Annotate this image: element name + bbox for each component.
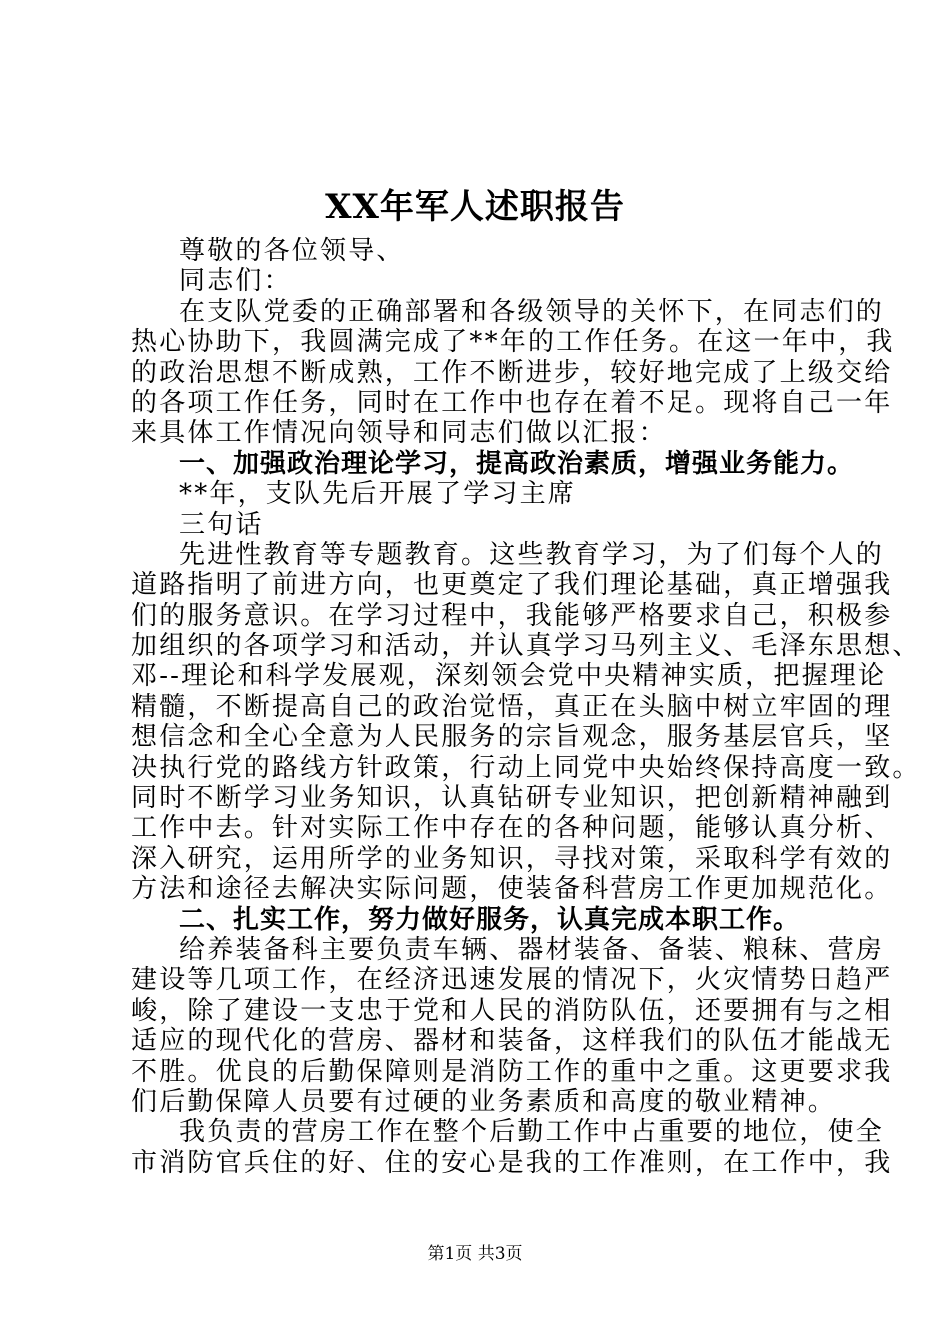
paragraph-line: 的各项工作任务，同时在工作中也存在着不足。现将自己一年 — [131, 387, 893, 418]
paragraph-line: 道路指明了前进方向，也更奠定了我们理论基础，真正增强我 — [131, 570, 893, 601]
paragraph-line: 市消防官兵住的好、住的安心是我的工作准则，在工作中，我 — [131, 1147, 893, 1178]
paragraph-line: 工作中去。针对实际工作中存在的各种问题，能够认真分析、 — [131, 813, 893, 844]
paragraph-line: 在支队党委的正确部署和各级领导的关怀下，在同志们的 — [179, 296, 885, 327]
paragraph-line: 加组织的各项学习和活动，并认真学习马列主义、毛泽东思想、 — [131, 631, 921, 662]
document-title: XX年军人述职报告 — [325, 187, 625, 227]
paragraph-line: 决执行党的路线方针政策，行动上同党中央始终保持高度一致。 — [131, 752, 921, 783]
section-heading: 二、扎实工作，努力做好服务，认真完成本职工作。 — [179, 904, 801, 935]
paragraph-line: 给养装备科主要负责车辆、器材装备、备装、粮秣、营房 — [179, 934, 885, 965]
paragraph-line: 适应的现代化的营房、器材和装备，这样我们的队伍才能战无 — [131, 1026, 893, 1057]
paragraph-line: 来具体工作情况向领导和同志们做以汇报： — [131, 418, 667, 449]
document-body — [131, 236, 921, 1178]
salutation-line: 同志们： — [179, 266, 292, 297]
paragraph-line: 先进性教育等专题教育。这些教育学习，为了们每个人的 — [179, 539, 885, 570]
section-heading: 一、加强政治理论学习，提高政治素质，增强业务能力。 — [179, 448, 855, 479]
paragraph-line: 方法和途径去解决实际问题，使装备科营房工作更加规范化。 — [131, 874, 893, 905]
paragraph-line: 们后勤保障人员要有过硬的业务素质和高度的敬业精神。 — [131, 1086, 837, 1117]
paragraph-line: 热心协助下，我圆满完成了**年的工作任务。在这一年中，我 — [131, 327, 895, 358]
paragraph-line: 想信念和全心全意为人民服务的宗旨观念，服务基层官兵，坚 — [131, 722, 893, 753]
paragraph-line: 不胜。优良的后勤保障则是消防工作的重中之重。这更要求我 — [131, 1056, 893, 1087]
paragraph-line: 精髓，不断提高自己的政治觉悟，真正在头脑中树立牢固的理 — [131, 691, 893, 722]
paragraph-line: 建设等几项工作，在经济迅速发展的情况下，火灾情势日趋严 — [131, 965, 893, 996]
paragraph-line: **年，支队先后开展了学习主席 — [179, 479, 577, 510]
paragraph-line: 同时不断学习业务知识，认真钻研专业知识，把创新精神融到 — [131, 783, 893, 814]
paragraph-line: 的政治思想不断成熟，工作不断进步，较好地完成了上级交给 — [131, 357, 893, 388]
page-footer: 第1页 共3页 — [427, 1244, 523, 1264]
paragraph-line: 们的服务意识。在学习过程中，我能够严格要求自己，积极参 — [131, 600, 893, 631]
paragraph-line: 深入研究，运用所学的业务知识，寻找对策，采取科学有效的 — [131, 843, 893, 874]
paragraph-line: 三句话 — [179, 509, 264, 540]
paragraph-line: 邓--理论和科学发展观，深刻领会党中央精神实质，把握理论 — [131, 661, 887, 692]
salutation-line: 尊敬的各位领导、 — [179, 236, 405, 266]
paragraph-line: 我负责的营房工作在整个后勤工作中占重要的地位，使全 — [179, 1117, 885, 1148]
paragraph-line: 峻，除了建设一支忠于党和人民的消防队伍，还要拥有与之相 — [131, 995, 893, 1026]
